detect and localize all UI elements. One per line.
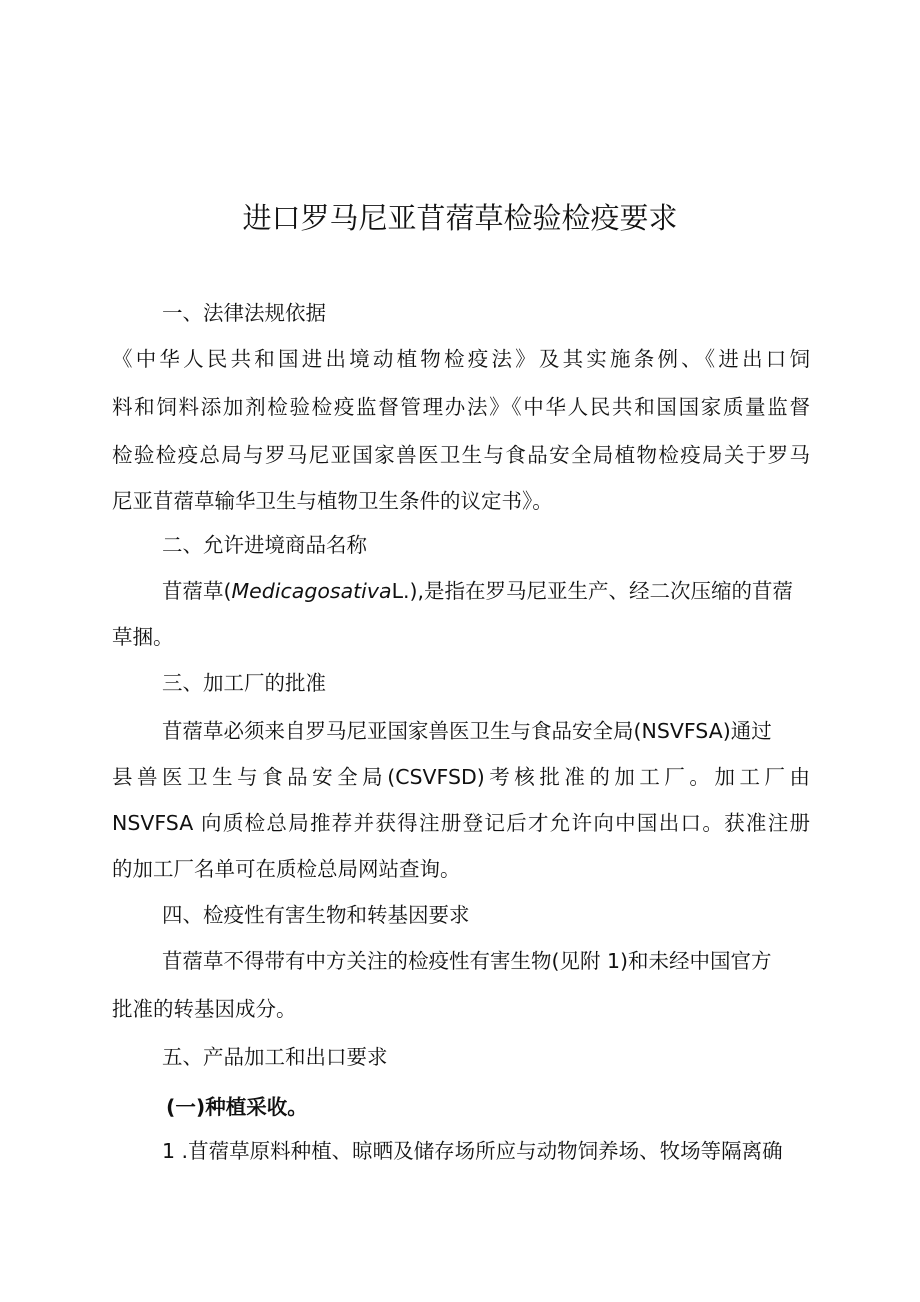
section-4-heading: 四、检疫性有害生物和转基因要求 <box>162 903 470 927</box>
section-1-paragraph-line-3: 检验检疫总局与罗马尼亚国家兽医卫生与食品安全局植物检疫局关于罗马 <box>112 443 810 467</box>
section-5-heading: 五、产品加工和出口要求 <box>162 1045 388 1069</box>
section-3-paragraph-line-3: NSVFSA 向质检总局推荐并获得注册登记后才允许向中国出口。获准注册 <box>112 811 810 835</box>
section-3-paragraph-line-4: 的加工厂名单可在质检总局网站查询。 <box>112 857 461 881</box>
section-2-paragraph-line-1 <box>162 576 793 606</box>
section-5-subheading-1: (一)种植采收。 <box>166 1095 308 1119</box>
section-4-paragraph-line-1: 苜蓿草不得带有中方关注的检疫性有害生物(见附 1)和未经中国官方 <box>162 949 772 973</box>
section-1-paragraph-line-2: 料和饲料添加剂检验检疫监督管理办法》《中华人民共和国国家质量监督 <box>112 395 810 419</box>
species-name: Medicagosativa <box>231 579 392 603</box>
section-5-item-1: 1 .苜蓿草原料种植、晾晒及储存场所应与动物饲养场、牧场等隔离确 <box>162 1139 783 1163</box>
text-prefix: 苜蓿草( <box>162 579 232 603</box>
section-1-paragraph-line-1: 《中华人民共和国进出境动植物检疫法》及其实施条例、《进出口饲 <box>112 347 810 371</box>
section-1-heading: 一、法律法规依据 <box>162 301 326 325</box>
text-suffix: L.),是指在罗马尼亚生产、经二次压缩的苜蓿 <box>391 579 794 603</box>
section-1-paragraph-line-4: 尼亚苜蓿草输华卫生与植物卫生条件的议定书》。 <box>112 489 553 513</box>
document-title: 进口罗马尼亚苜蓿草检验检疫要求 <box>242 201 678 235</box>
section-4-paragraph-line-2: 批准的转基因成分。 <box>112 997 297 1021</box>
section-2-paragraph-line-2: 草捆。 <box>112 625 174 649</box>
section-3-paragraph-line-2: 县兽医卫生与食品安全局(CSVFSD)考核批准的加工厂。加工厂由 <box>112 765 810 789</box>
section-3-paragraph-line-1: 苜蓿草必须来自罗马尼亚国家兽医卫生与食品安全局(NSVFSA)通过 <box>162 719 772 743</box>
section-2-heading: 二、允许进境商品名称 <box>162 533 367 557</box>
section-3-heading: 三、加工厂的批准 <box>162 671 326 695</box>
